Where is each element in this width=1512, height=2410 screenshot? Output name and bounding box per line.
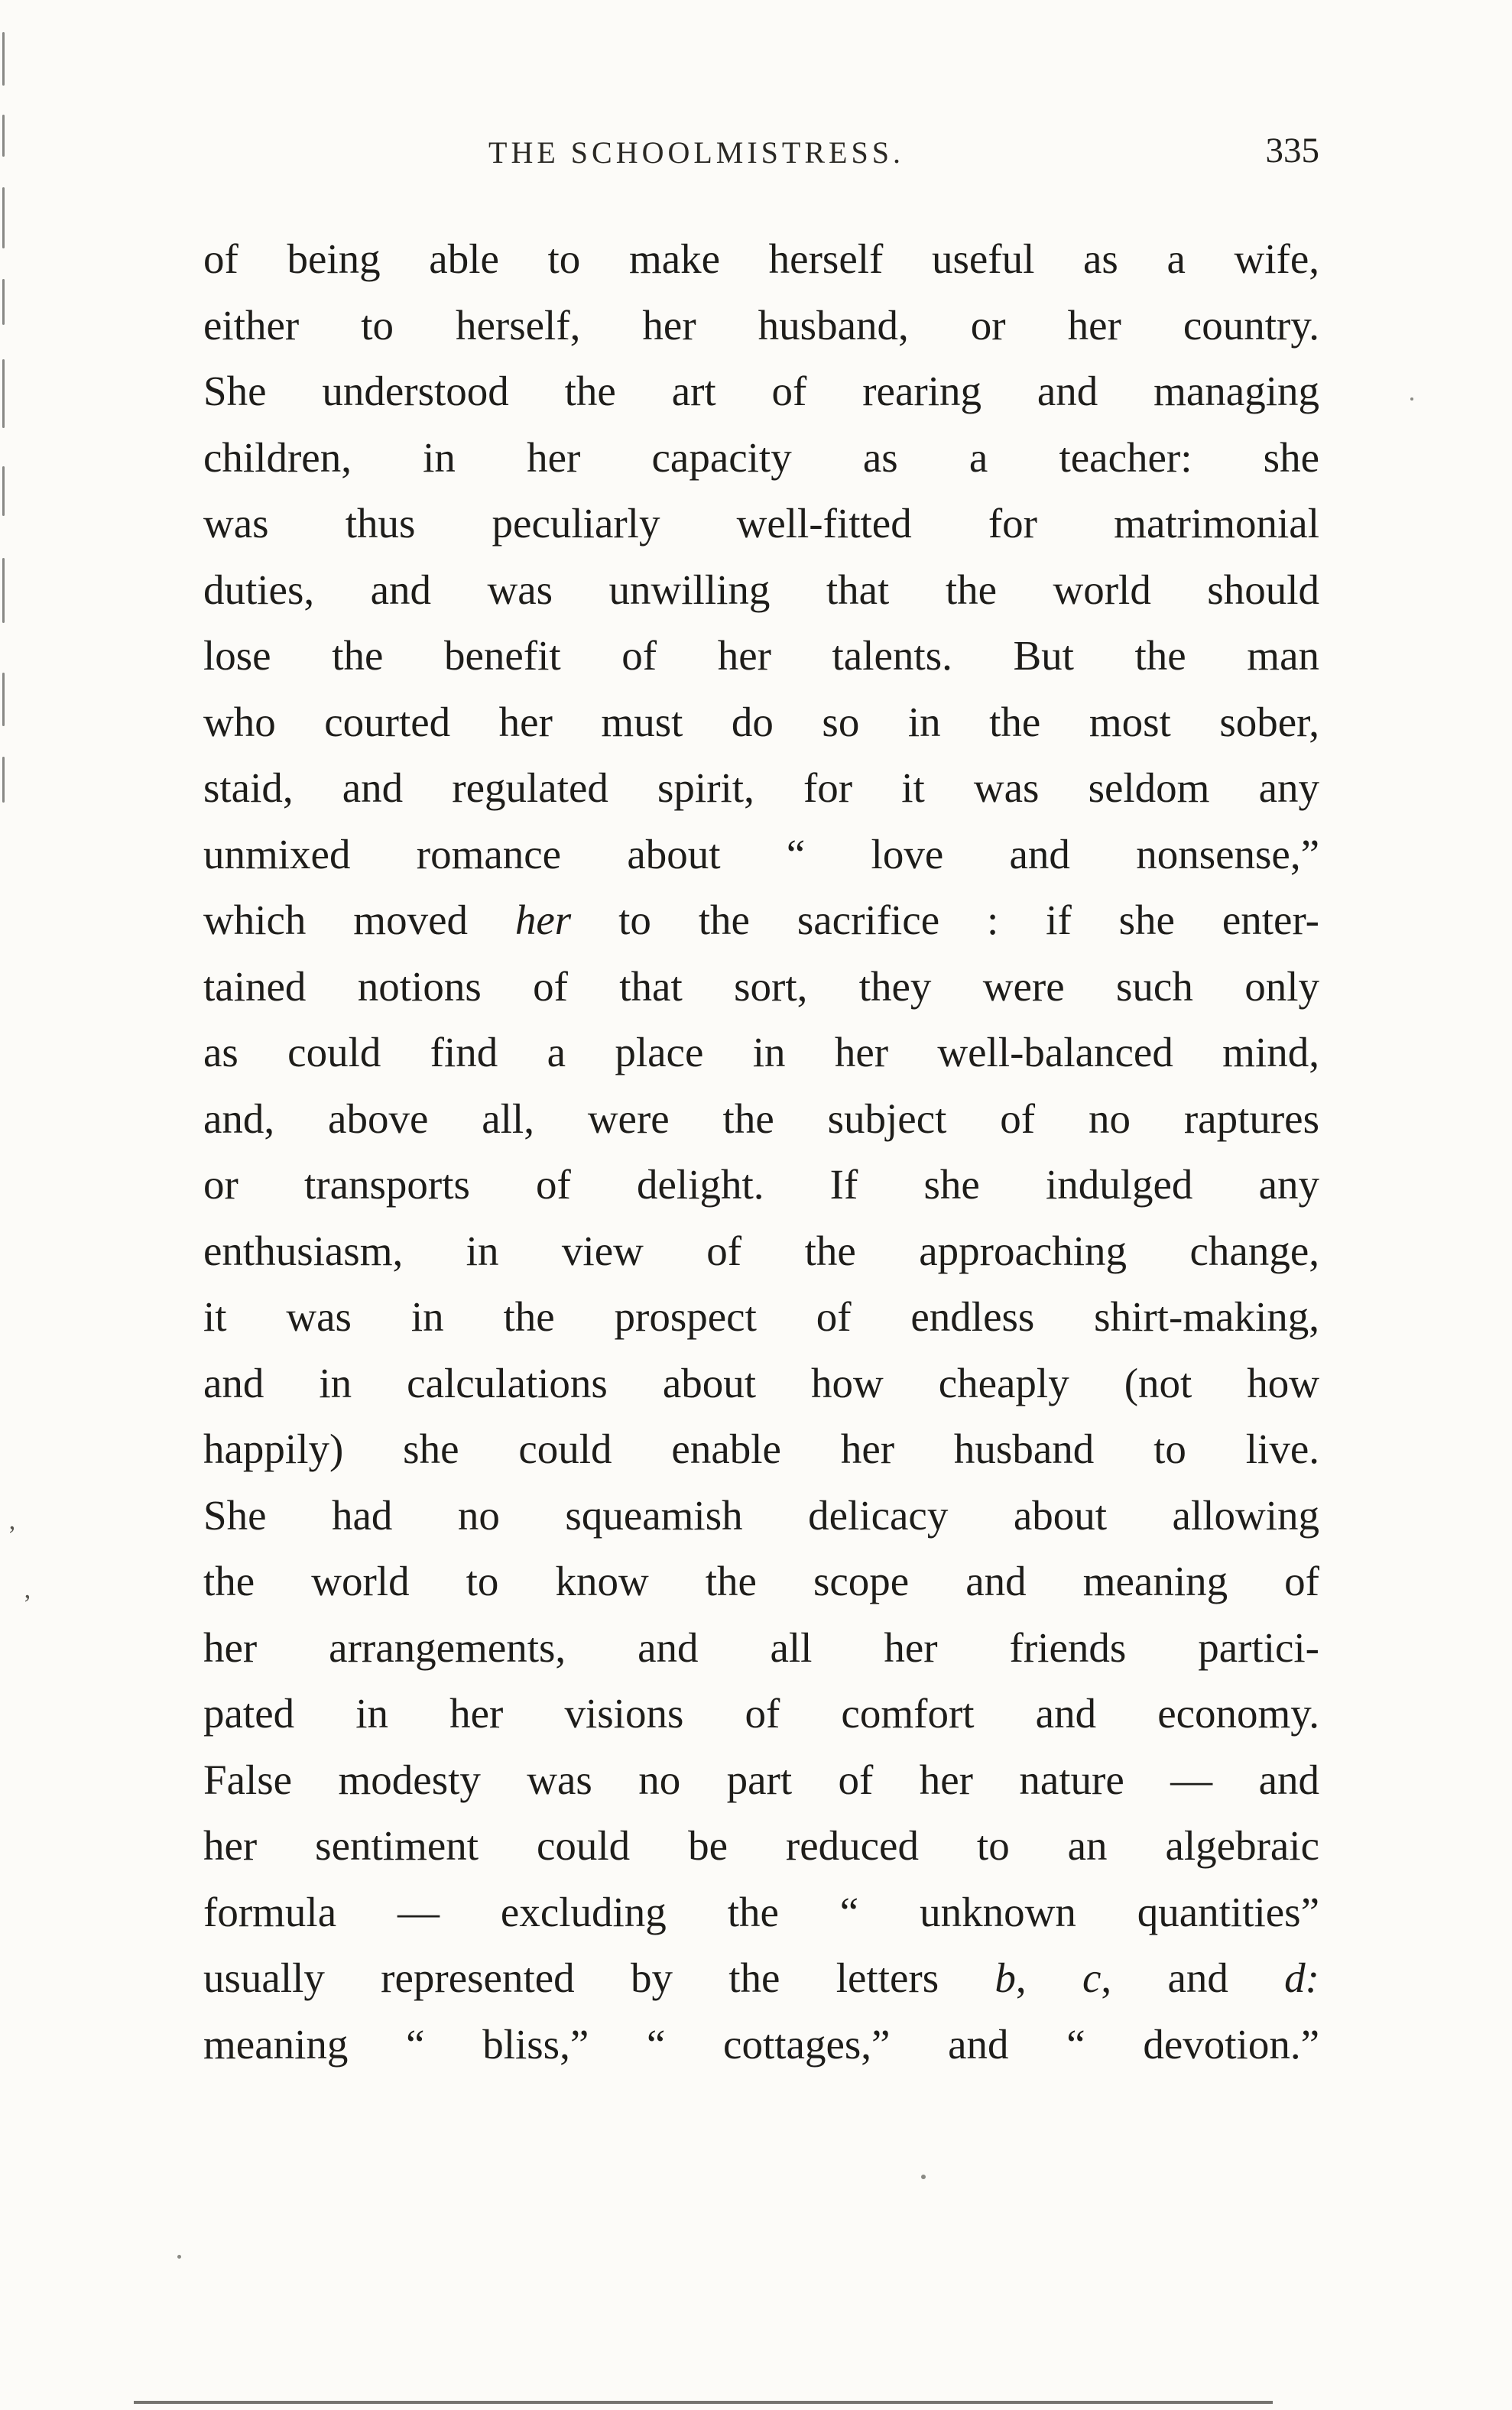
text-line (203, 425, 1319, 491)
text-line (203, 1416, 1319, 1483)
text-line (203, 1020, 1319, 1086)
scan-artifact-edge-dash (2, 115, 5, 157)
text-line (203, 2012, 1319, 2078)
text-run: False modesty was no part of her nature — and (203, 1756, 1319, 1803)
scan-artifact-dot (1410, 397, 1413, 401)
text-line (203, 954, 1319, 1020)
text-run: either to herself, her husband, or her country. (203, 301, 1319, 349)
scan-artifact-edge-dash (2, 187, 5, 248)
italic-text: d: (1284, 1954, 1319, 2001)
scan-artifact-speck: ’ (23, 1590, 32, 1618)
scan-artifact-edge-dash (2, 558, 5, 623)
text-line (203, 1747, 1319, 1814)
text-line (203, 1284, 1319, 1351)
text-run: meaning “ bliss,” “ cottages,” and “ devotion.” (203, 2020, 1319, 2068)
text-run: She understood the art of rearing and managing (203, 368, 1319, 414)
running-title: THE SCHOOLMISTRESS. (488, 135, 904, 170)
text-run: usually represented by the letters (203, 1954, 995, 2001)
text-line (203, 1152, 1319, 1218)
text-line (203, 1615, 1319, 1682)
text-line (203, 623, 1319, 689)
text-line (203, 293, 1319, 359)
page-header (203, 131, 1319, 183)
italic-text: her (514, 897, 572, 943)
text-run: which moved (203, 897, 515, 943)
scan-artifact-edge-dash (2, 32, 5, 86)
scan-artifact-edge-dash (2, 279, 5, 325)
text-line (203, 822, 1319, 888)
text-run: unmixed romance about “ love and nonsense,” (203, 830, 1319, 877)
text-line (203, 887, 1319, 954)
text-run: was thus peculiarly well-fitted for matrimonial (203, 500, 1319, 547)
italic-text: b (994, 1954, 1016, 2001)
text-run: to the sacrifice : if she enter- (571, 897, 1319, 943)
text-run: , and (1101, 1954, 1285, 2001)
text-line (203, 1218, 1319, 1285)
text-run: the world to know the scope and meaning of (203, 1558, 1319, 1604)
scan-artifact-speck: ’ (8, 1521, 17, 1549)
text-run: happily) she could enable her husband to live. (203, 1426, 1319, 1472)
text-run: enthusiasm, in view of the approaching change, (203, 1227, 1319, 1274)
text-run: as could find a place in her well-balanced mind, (203, 1029, 1319, 1075)
text-run: , (1015, 1954, 1082, 2001)
text-run: lose the benefit of her talents. But the man (203, 632, 1319, 679)
text-run: pated in her visions of comfort and economy. (203, 1690, 1319, 1737)
text-run: She had no squeamish delicacy about allowing (203, 1491, 1319, 1539)
text-run: her arrangements, and all her friends partici- (203, 1623, 1319, 1671)
text-line (203, 1681, 1319, 1747)
scan-artifact-bottom-edge (134, 2401, 1273, 2404)
scan-artifact-edge-dash (2, 466, 5, 516)
text-line (203, 1945, 1319, 2012)
text-run: or transports of delight. If she indulged any (203, 1161, 1319, 1208)
scan-artifact-edge-dash (2, 359, 5, 428)
text-run: her sentiment could be reduced to an algebraic (203, 1822, 1319, 1869)
scan-artifact-dot (177, 2255, 181, 2259)
text-line (203, 1880, 1319, 1946)
text-line (203, 557, 1319, 624)
text-run: tained notions of that sort, they were such only (203, 962, 1319, 1010)
text-line (203, 755, 1319, 822)
italic-text: c (1082, 1954, 1102, 2001)
text-line (203, 1549, 1319, 1615)
text-run: who courted her must do so in the most sober, (203, 698, 1319, 745)
text-run: children, in her capacity as a teacher: she (203, 433, 1319, 481)
text-line (203, 689, 1319, 756)
text-line (203, 1086, 1319, 1153)
text-line (203, 491, 1319, 557)
text-line (203, 1351, 1319, 1417)
scan-artifact-edge-dash (2, 757, 5, 803)
text-run: duties, and was unwilling that the world should (203, 566, 1319, 613)
text-line (203, 1483, 1319, 1549)
text-run: formula — excluding the “ unknown quantities” (203, 1888, 1319, 1935)
text-run: and in calculations about how cheaply (not how (203, 1359, 1319, 1406)
text-line (203, 358, 1319, 425)
body-text (203, 226, 1319, 2078)
text-line (203, 226, 1319, 293)
scan-artifact-dot (921, 2175, 926, 2179)
text-run: staid, and regulated spirit, for it was seldom any (203, 764, 1319, 811)
text-run: of being able to make herself useful as a wife, (203, 235, 1319, 282)
page-number: 335 (1265, 131, 1319, 170)
text-run: it was in the prospect of endless shirt-making, (203, 1293, 1319, 1340)
text-run: and, above all, were the subject of no raptures (203, 1095, 1319, 1142)
scan-artifact-edge-dash (2, 673, 5, 726)
text-line (203, 1813, 1319, 1880)
